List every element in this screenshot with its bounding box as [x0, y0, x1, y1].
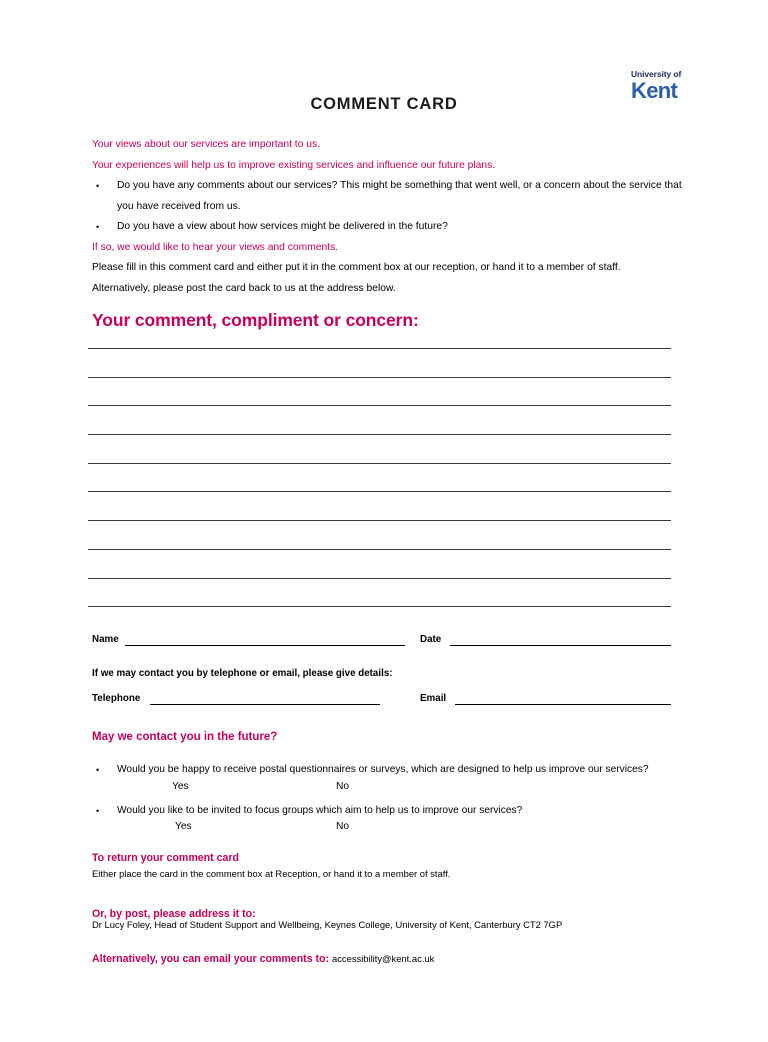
intro-line-3: If so, we would like to hear your views and comments.: [92, 241, 339, 253]
question-1-yes-option[interactable]: Yes: [172, 781, 189, 792]
comment-write-line[interactable]: [88, 520, 671, 521]
bullet-icon: •: [96, 181, 100, 191]
question-1-no-option[interactable]: No: [336, 781, 350, 792]
comment-write-line[interactable]: [88, 377, 671, 378]
intro-bullet-1: [92, 176, 682, 217]
name-input[interactable]: [125, 645, 405, 646]
intro-line-5: Alternatively, please post the card back to us at the address below.: [92, 282, 396, 294]
comment-write-line[interactable]: [88, 549, 671, 550]
email-label: Email: [420, 693, 447, 704]
bullet-icon: •: [96, 222, 100, 232]
intro-bullet-1-text: Do you have any comments about our services? This might be something that went well, or a concern about the service that you have received from us.: [117, 180, 682, 212]
logo-top-text: University of: [631, 69, 682, 79]
question-2-row: [92, 801, 682, 821]
question-1-text: Would you be happy to receive postal questionnaires or surveys, which are designed to help us improve our services?: [117, 764, 649, 775]
intro-line-4: Please fill in this comment card and either put it in the comment box at our reception, or hand it to a member of staff.: [92, 262, 621, 273]
future-contact-heading: May we contact you in the future?: [92, 731, 278, 743]
intro-line-1: Your views about our services are important to us.: [92, 139, 320, 150]
return-card-body: Either place the card in the comment box at Reception, or hand it to a member of staff.: [92, 868, 451, 879]
intro-line-2: Your experiences will help us to improve existing services and influence our future plans.: [92, 159, 496, 171]
comment-write-line[interactable]: [88, 578, 671, 579]
telephone-label: Telephone: [92, 693, 141, 704]
telephone-input[interactable]: [150, 704, 380, 705]
page-title: COMMENT CARD: [310, 95, 458, 113]
logo-main-text: Kent: [631, 77, 678, 103]
post-address-text: Dr Lucy Foley, Head of Student Support and Wellbeing, Keynes College, University of Kent, Canterbury CT2 7GP: [92, 919, 563, 930]
future-contact-question-2: [92, 801, 682, 821]
date-input[interactable]: [450, 645, 671, 646]
comment-write-line[interactable]: [88, 606, 671, 607]
name-label: Name: [92, 634, 119, 645]
comment-write-line[interactable]: [88, 348, 671, 349]
return-card-heading: To return your comment card: [92, 852, 239, 864]
question-2-text: Would you like to be invited to focus groups which aim to help us to improve our services?: [117, 805, 523, 816]
comment-write-line[interactable]: [88, 463, 671, 464]
comment-write-line[interactable]: [88, 434, 671, 435]
future-contact-question-1: [92, 760, 682, 780]
intro-bullet-2: [92, 217, 682, 238]
question-1-row: [92, 760, 682, 780]
comment-write-line[interactable]: [88, 405, 671, 406]
email-comments-line: [92, 953, 434, 965]
contact-details-note: If we may contact you by telephone or email, please give details:: [92, 668, 393, 679]
comment-write-line[interactable]: [88, 491, 671, 492]
bullet-icon: •: [96, 765, 100, 775]
date-label: Date: [420, 634, 442, 645]
question-2-no-option[interactable]: No: [336, 821, 350, 832]
email-comments-heading: Alternatively, you can email your comments to:: [92, 953, 330, 965]
email-comments-address[interactable]: accessibility@kent.ac.uk: [332, 953, 435, 964]
email-input[interactable]: [455, 704, 671, 705]
intro-block: [92, 135, 682, 299]
intro-bullet-2-text: Do you have a view about how services might be delivered in the future?: [117, 221, 448, 232]
question-2-yes-option[interactable]: Yes: [175, 821, 192, 832]
comment-section-heading: Your comment, compliment or concern:: [92, 310, 419, 330]
bullet-icon: •: [96, 806, 100, 816]
post-address-heading: Or, by post, please address it to:: [92, 908, 256, 920]
